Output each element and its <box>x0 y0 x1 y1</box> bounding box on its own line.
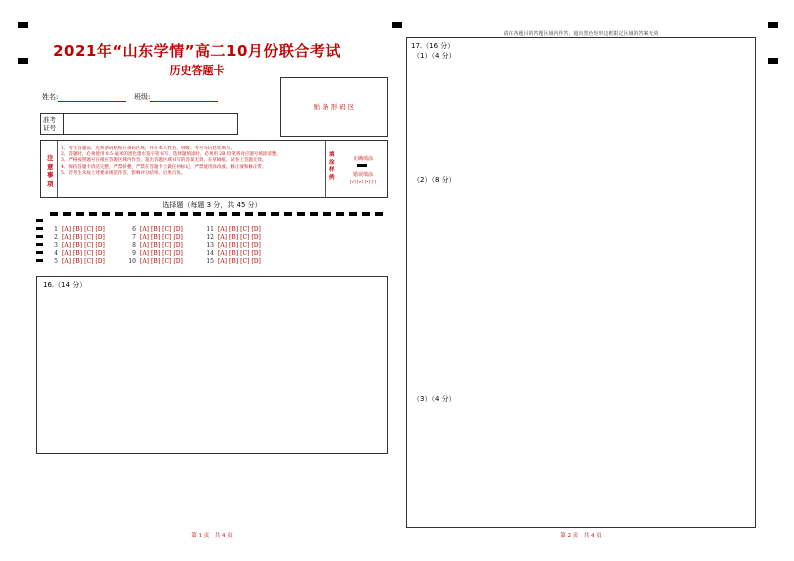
answer-bubble[interactable]: [A] <box>62 258 72 265</box>
question-number: 11 <box>206 226 214 233</box>
answer-bubble[interactable]: [A] <box>62 242 72 249</box>
answer-bubble[interactable]: [A] <box>140 258 150 265</box>
notice-list <box>61 146 323 177</box>
answer-bubble[interactable]: [A] <box>218 234 228 241</box>
registration-mark-right-2 <box>768 58 778 64</box>
answer-bubble[interactable]: [B] <box>229 258 239 265</box>
row-marker <box>36 243 43 246</box>
choice-question-row <box>48 250 107 257</box>
name-underline <box>58 94 126 102</box>
q17-part1-label: （1）（4 分） <box>413 52 456 60</box>
answer-bubble[interactable]: [B] <box>73 250 83 257</box>
answer-bubble[interactable]: [B] <box>229 250 239 257</box>
choice-question-row <box>204 234 263 241</box>
fill-sample-label: 填涂样例 <box>329 152 335 181</box>
answer-bubble[interactable]: [A] <box>140 250 150 257</box>
answer-bubble[interactable]: [B] <box>73 234 83 241</box>
row-marker <box>36 227 43 230</box>
answer-bubble[interactable]: [C] <box>240 234 250 241</box>
choice-question-row <box>126 234 185 241</box>
notice-item: 4、保持答题卡清洁完整，严禁折叠，严禁在答题卡上做任何标记，严禁使用涂改液、修正液和修正带。 <box>61 164 267 170</box>
q17-part3-label: （3）（4 分） <box>413 395 456 403</box>
exam-number-divider <box>63 114 64 134</box>
answer-bubble[interactable]: [D] <box>251 258 261 265</box>
answer-bubble[interactable]: [B] <box>73 226 83 233</box>
answer-bubble[interactable]: [C] <box>162 250 172 257</box>
exam-number-label: 准考证号 <box>43 116 56 132</box>
answer-bubble[interactable]: [C] <box>162 242 172 249</box>
correct-fill-sample <box>357 164 367 167</box>
choice-question-row <box>126 226 185 233</box>
notice-item: 3、严格按照题号在相应答题区域内作答，超出答题区域书写的答案无效，在草稿纸、试卷上答题无效。 <box>61 158 267 164</box>
answer-bubble[interactable]: [D] <box>173 226 183 233</box>
question-number: 2 <box>54 234 58 241</box>
answer-bubble[interactable]: [D] <box>95 234 105 241</box>
name-field[interactable] <box>42 92 126 102</box>
q17-answer-area[interactable] <box>406 37 756 528</box>
page-title: 2021年“山东学情”高二10月份联合考试 <box>53 42 341 60</box>
answer-bubble[interactable]: [A] <box>140 226 150 233</box>
question-number: 9 <box>132 250 136 257</box>
answer-bubble[interactable]: [D] <box>95 258 105 265</box>
answer-bubble[interactable]: [B] <box>151 250 161 257</box>
choice-question-row <box>204 250 263 257</box>
question-number: 12 <box>206 234 214 241</box>
registration-mark-top-middle <box>392 22 402 28</box>
answer-bubble[interactable]: [C] <box>84 258 94 265</box>
question-number: 13 <box>206 242 214 249</box>
choice-question-row <box>48 234 107 241</box>
choice-question-row <box>126 242 185 249</box>
answer-bubble[interactable]: [C] <box>240 226 250 233</box>
answer-bubble[interactable]: [A] <box>218 242 228 249</box>
answer-bubble[interactable]: [D] <box>173 234 183 241</box>
answer-bubble[interactable]: [B] <box>151 242 161 249</box>
answer-bubble[interactable]: [D] <box>251 250 261 257</box>
row-marker <box>36 259 43 262</box>
answer-bubble[interactable]: [A] <box>62 250 72 257</box>
choice-question-row <box>204 242 263 249</box>
answer-bubble[interactable]: [C] <box>84 226 94 233</box>
q16-answer-area[interactable] <box>36 276 388 454</box>
notice-item: 1、考生答题前，先将条码粘贴在条码区域，并在本人姓名、班级、考号等信息处填写。 <box>61 146 235 151</box>
class-label: 班级: <box>134 93 151 101</box>
choice-question-row <box>204 258 263 265</box>
answer-bubble[interactable]: [A] <box>218 258 228 265</box>
answer-bubble[interactable]: [D] <box>173 258 183 265</box>
q17-part2-label: （2）（8 分） <box>413 176 456 184</box>
answer-bubble[interactable]: [B] <box>73 242 83 249</box>
choice-question-row <box>48 258 107 265</box>
answer-bubble[interactable]: [A] <box>140 234 150 241</box>
wrong-fill-label: 错误填涂 <box>352 172 373 178</box>
question-number: 3 <box>54 242 58 249</box>
answer-bubble[interactable]: [A] <box>218 226 228 233</box>
answer-bubble[interactable]: [C] <box>84 242 94 249</box>
row-marker <box>36 235 43 238</box>
answer-bubble[interactable]: [B] <box>229 242 239 249</box>
q17-label: 17.（16 分） <box>411 42 455 50</box>
answer-bubble[interactable]: [B] <box>229 226 239 233</box>
fill-sample-divider <box>325 141 326 197</box>
row-marker <box>36 251 43 254</box>
notice-area <box>40 140 388 198</box>
answer-bubble[interactable]: [D] <box>173 250 183 257</box>
page2-header-note: 请在各题目的答题区域内作答，超出黑色矩形边框限定区域的答案无效 <box>503 31 659 37</box>
answer-bubble[interactable]: [D] <box>95 226 105 233</box>
notice-divider <box>57 141 58 197</box>
answer-bubble[interactable]: [B] <box>73 258 83 265</box>
page2-footer: 第 2 页 共 4 页 <box>560 533 602 539</box>
class-underline <box>150 94 218 102</box>
answer-bubble[interactable]: [C] <box>162 226 172 233</box>
answer-bubble[interactable]: [D] <box>95 250 105 257</box>
name-label: 姓名: <box>42 93 59 101</box>
choice-question-row <box>48 242 107 249</box>
question-number: 4 <box>54 250 58 257</box>
row-marker <box>36 219 43 222</box>
answer-bubble[interactable]: [B] <box>151 258 161 265</box>
question-number: 10 <box>128 258 136 265</box>
answer-bubble[interactable]: [C] <box>240 242 250 249</box>
choice-question-row <box>126 258 185 265</box>
question-number: 6 <box>132 226 136 233</box>
exam-number-box[interactable] <box>40 113 238 135</box>
answer-bubble[interactable]: [C] <box>84 250 94 257</box>
q16-label: 16.（14 分） <box>43 281 87 289</box>
question-number: 1 <box>54 226 58 233</box>
answer-bubble[interactable]: [C] <box>162 258 172 265</box>
answer-bubble[interactable]: [D] <box>95 242 105 249</box>
answer-bubble[interactable]: [A] <box>62 226 72 233</box>
question-number: 14 <box>206 250 214 257</box>
answer-bubble[interactable]: [C] <box>162 234 172 241</box>
question-number: 5 <box>54 258 58 265</box>
choice-question-row <box>204 226 263 233</box>
choice-question-row <box>126 250 185 257</box>
answer-bubble[interactable]: [D] <box>251 242 261 249</box>
notice-item: 2、答题时，必须使用 0.5 毫米的黑色墨水签字笔书写，选择题填涂时，必须用 2B 铅笔将对应题号填涂清楚。 <box>61 152 281 158</box>
answer-bubble[interactable]: [D] <box>173 242 183 249</box>
answer-bubble[interactable]: [A] <box>218 250 228 257</box>
answer-bubble[interactable]: [C] <box>240 258 250 265</box>
page1-footer: 第 1 页 共 4 页 <box>191 533 233 539</box>
answer-bubble[interactable]: [C] <box>84 234 94 241</box>
answer-bubble[interactable]: [B] <box>151 234 161 241</box>
wrong-fill-sample: [√] [×] [•] [-] <box>350 179 376 184</box>
barcode-area <box>280 77 388 137</box>
answer-bubble[interactable]: [A] <box>62 234 72 241</box>
registration-mark-top-right <box>768 22 778 28</box>
answer-bubble[interactable]: [C] <box>240 250 250 257</box>
question-number: 7 <box>132 234 136 241</box>
registration-mark-top-left <box>18 22 28 28</box>
answer-bubble[interactable]: [B] <box>151 226 161 233</box>
question-number: 8 <box>132 242 136 249</box>
correct-fill-label: 正确填涂 <box>352 156 373 162</box>
answer-bubble[interactable]: [B] <box>229 234 239 241</box>
question-number: 15 <box>206 258 214 265</box>
answer-bubble[interactable]: [D] <box>251 226 261 233</box>
notice-label: 注意事项 <box>47 154 54 188</box>
class-field[interactable] <box>134 92 218 102</box>
page-subtitle: 历史答题卡 <box>169 64 225 77</box>
notice-item: 5、若考生未按上述要求规范作答，影响评分结果，后果自负。 <box>61 170 186 176</box>
choice-header: 选择题（每题 3 分，共 45 分） <box>162 201 262 209</box>
answer-bubble[interactable]: [D] <box>251 234 261 241</box>
choice-question-row <box>48 226 107 233</box>
answer-bubble[interactable]: [A] <box>140 242 150 249</box>
barcode-label: 贴 条 形 码 区 <box>313 103 355 111</box>
